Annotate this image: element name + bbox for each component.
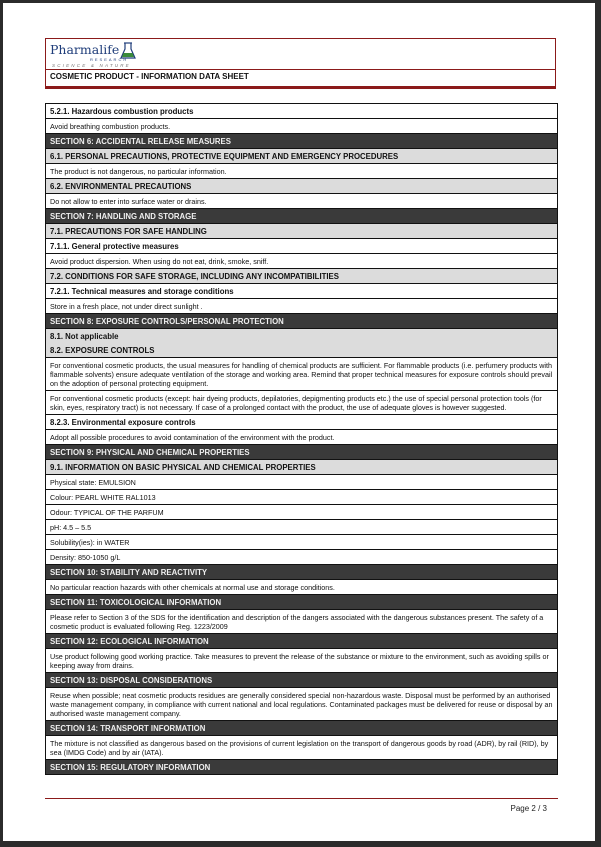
document-header bbox=[45, 38, 556, 89]
content-text: Colour: PEARL WHITE RAL1013 bbox=[46, 490, 557, 505]
data-sheet-table bbox=[45, 103, 558, 775]
subsection-header: 7.1. PRECAUTIONS FOR SAFE HANDLING bbox=[46, 224, 557, 239]
subsection-header: 9.1. INFORMATION ON BASIC PHYSICAL AND CHEMICAL PROPERTIES bbox=[46, 460, 557, 475]
content-text: Avoid product dispersion. When using do not eat, drink, smoke, sniff. bbox=[46, 254, 557, 269]
content-text: Density: 850-1050 g/L bbox=[46, 550, 557, 565]
subsubsection-header: 8.2.3. Environmental exposure controls bbox=[46, 415, 557, 430]
subsection-header: 6.1. PERSONAL PRECAUTIONS, PROTECTIVE EQUIPMENT AND EMERGENCY PROCEDURES bbox=[46, 149, 557, 164]
content-text: Reuse when possible; neat cosmetic products residues are generally considered special non-hazardous waste. Disposal must be performed by an authorised waste management company, in compliance with current national and local regulations. Contaminated packages must be delivered for reuse or disposal by an authorised waste management company. bbox=[46, 688, 557, 721]
content-text: Use product following good working practice. Take measures to prevent the release of the substance or mixture to the environment, such as avoiding spills or keeping away from drains. bbox=[46, 649, 557, 673]
document-title: COSMETIC PRODUCT - INFORMATION DATA SHEET bbox=[50, 72, 249, 81]
section-header: SECTION 9: PHYSICAL AND CHEMICAL PROPERTIES bbox=[46, 445, 557, 460]
subsubsection-header: 7.1.1. General protective measures bbox=[46, 239, 557, 254]
page-number: Page 2 / 3 bbox=[510, 804, 547, 813]
logo-name: Pharmalife bbox=[50, 42, 120, 57]
header-divider bbox=[46, 69, 555, 70]
content-text: No particular reaction hazards with other chemicals at normal use and storage conditions. bbox=[46, 580, 557, 595]
subsection-header: 8.1. Not applicable bbox=[46, 329, 557, 343]
content-text: Do not allow to enter into surface water or drains. bbox=[46, 194, 557, 209]
logo-tagline: SCIENCE & NATURE bbox=[52, 63, 131, 68]
section-header: SECTION 13: DISPOSAL CONSIDERATIONS bbox=[46, 673, 557, 688]
subsection-header: 8.2. EXPOSURE CONTROLS bbox=[46, 343, 557, 358]
content-text: Store in a fresh place, not under direct sunlight . bbox=[46, 299, 557, 314]
subsection-header: 6.2. ENVIRONMENTAL PRECAUTIONS bbox=[46, 179, 557, 194]
section-header: SECTION 15: REGULATORY INFORMATION bbox=[46, 760, 557, 774]
content-text: pH: 4.5 – 5.5 bbox=[46, 520, 557, 535]
subsubsection-header: 5.2.1. Hazardous combustion products bbox=[46, 104, 557, 119]
content-text: Please refer to Section 3 of the SDS for the identification and description of the dangers associated with the dangerous substances present. The safety of a cosmetic product is evaluated following Reg. 1223/2009 bbox=[46, 610, 557, 634]
section-header: SECTION 7: HANDLING AND STORAGE bbox=[46, 209, 557, 224]
footer-divider bbox=[45, 798, 558, 799]
content-text: Solubility(ies): in WATER bbox=[46, 535, 557, 550]
content-text: Adopt all possible procedures to avoid contamination of the environment with the product. bbox=[46, 430, 557, 445]
section-header: SECTION 11: TOXICOLOGICAL INFORMATION bbox=[46, 595, 557, 610]
content-text: Avoid breathing combustion products. bbox=[46, 119, 557, 134]
content-text: For conventional cosmetic products (except: hair dyeing products, depilatories, depigmenting products etc.) the use of special personal protection tools (for skin, eyes, respiratory tract) is not necessary. If case of a prolonged contact with the product, the use of adequate gloves is however suggested. bbox=[46, 391, 557, 415]
content-text: For conventional cosmetic products, the usual measures for handling of chemical products are sufficient. For flammable products (i.e. perfumery products with flammable solvents) ensure adequate ventilation of the storage and working area. Remind that proper technical measures for exposure controls should prevail on the adoption of personal protecting equipment. bbox=[46, 358, 557, 391]
subsection-header: 7.2. CONDITIONS FOR SAFE STORAGE, INCLUDING ANY INCOMPATIBILITIES bbox=[46, 269, 557, 284]
content-text: The product is not dangerous, no particular information. bbox=[46, 164, 557, 179]
logo-research: RESEARCH bbox=[90, 57, 129, 62]
section-header: SECTION 8: EXPOSURE CONTROLS/PERSONAL PROTECTION bbox=[46, 314, 557, 329]
content-text: The mixture is not classified as dangerous based on the provisions of current legislation on the transport of dangerous goods by road (ADR), by rail (RID), by sea (IMDG Code) and by air (IATA). bbox=[46, 736, 557, 760]
section-header: SECTION 14: TRANSPORT INFORMATION bbox=[46, 721, 557, 736]
document-page bbox=[3, 3, 595, 841]
pharmalife-logo bbox=[50, 42, 150, 72]
content-text: Physical state: EMULSION bbox=[46, 475, 557, 490]
section-header: SECTION 10: STABILITY AND REACTIVITY bbox=[46, 565, 557, 580]
content-text: Odour: TYPICAL OF THE PARFUM bbox=[46, 505, 557, 520]
subsubsection-header: 7.2.1. Technical measures and storage conditions bbox=[46, 284, 557, 299]
section-header: SECTION 12: ECOLOGICAL INFORMATION bbox=[46, 634, 557, 649]
section-header: SECTION 6: ACCIDENTAL RELEASE MEASURES bbox=[46, 134, 557, 149]
